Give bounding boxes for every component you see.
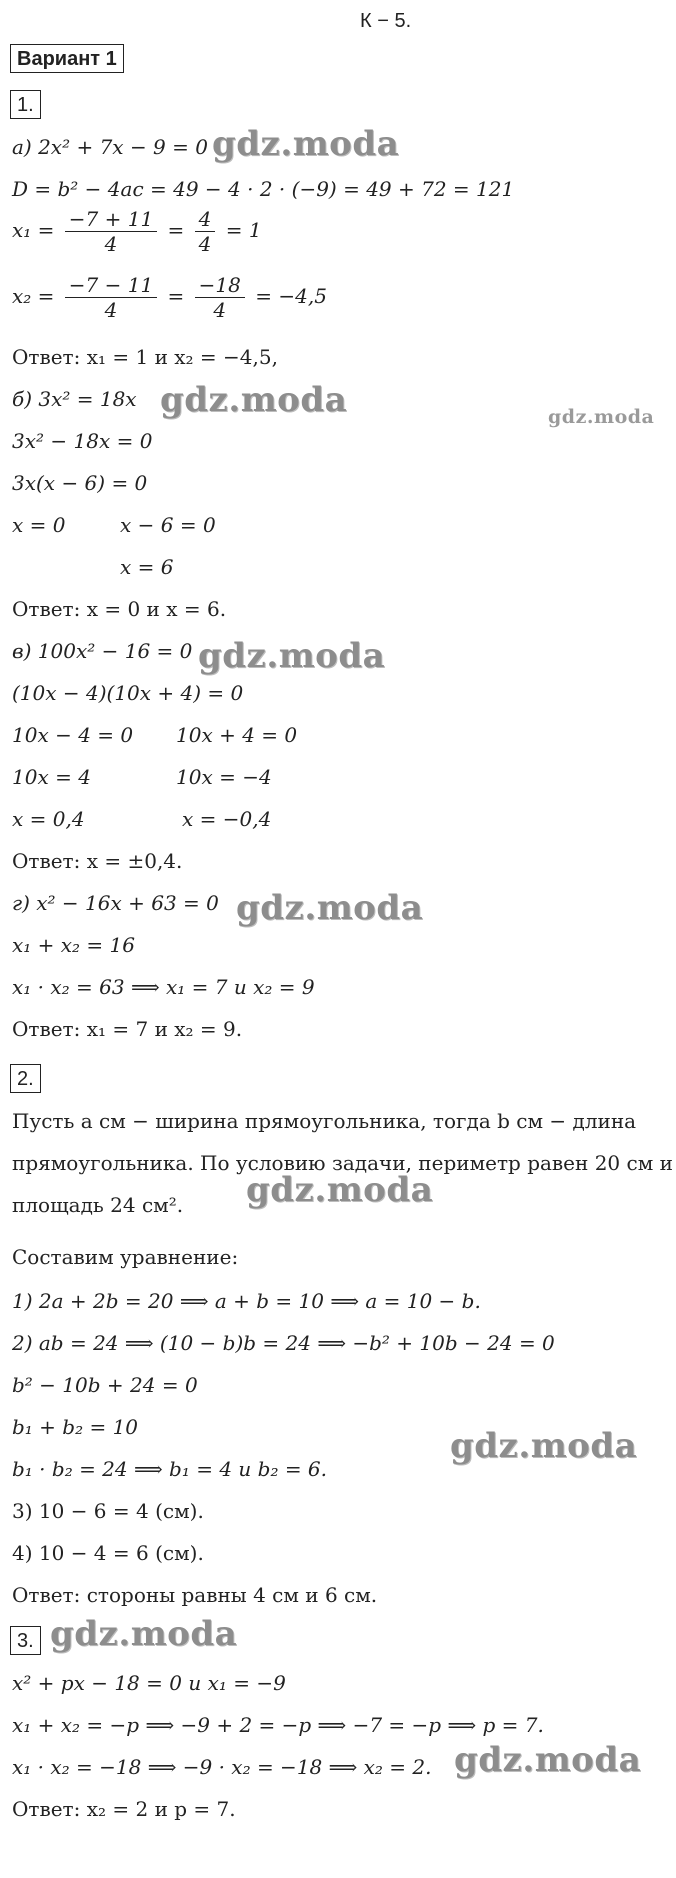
watermark: gdz.moda <box>212 124 400 164</box>
task2-line1: 1) 2a + 2b = 20 ⟹ a + b = 10 ⟹ a = 10 − b. <box>12 1289 481 1313</box>
x2-fraction-2: $\frac{-18}{4}$ <box>195 273 245 322</box>
page-header: К − 5. <box>360 10 412 32</box>
task1-b-line1: 3x² − 18x = 0 <box>12 429 153 453</box>
task1-b-answer: Ответ: x = 0 и x = 6. <box>12 597 227 621</box>
task2-text-3: площадь 24 см². <box>12 1193 184 1217</box>
x2-lhs: x₂ = <box>12 284 55 308</box>
x2-fraction: $\frac{-7 - 11}{4}$ <box>65 273 157 322</box>
task1-b-line3a: x = 0 <box>12 513 66 537</box>
task1-c-line4b: x = −0,4 <box>182 807 272 831</box>
task1-b-equation: б) 3x² = 18x <box>12 387 137 411</box>
watermark: gdz.moda <box>454 1740 642 1780</box>
task2-answer: Ответ: стороны равны 4 см и 6 см. <box>12 1583 378 1607</box>
task1-b-line4: x = 6 <box>120 555 174 579</box>
watermark: gdz.moda <box>236 888 424 928</box>
task2-text-4: Составим уравнение: <box>12 1245 239 1269</box>
task1-d-line1: x₁ + x₂ = 16 <box>12 933 135 957</box>
task1-b-line2: 3x(x − 6) = 0 <box>12 471 148 495</box>
task3-line3: x₁ · x₂ = −18 ⟹ −9 · x₂ = −18 ⟹ x₂ = 2. <box>12 1755 432 1779</box>
watermark: gdz.moda <box>198 636 386 676</box>
task1-a-x2-line: x₂ = $\frac{-7 - 11}{4}$ = $\frac{-18}{4}$ = −4,5 <box>12 273 327 322</box>
task1-c-line2b: 10x + 4 = 0 <box>176 723 298 747</box>
task1-d-line2: x₁ · x₂ = 63 ⟹ x₁ = 7 и x₂ = 9 <box>12 975 315 999</box>
task1-a-answer: Ответ: x₁ = 1 и x₂ = −4,5, <box>12 345 278 369</box>
task1-c-equation: в) 100x² − 16 = 0 <box>12 639 193 663</box>
task1-b-line3b: x − 6 = 0 <box>120 513 216 537</box>
task1-d-answer: Ответ: x₁ = 7 и x₂ = 9. <box>12 1017 243 1041</box>
task2-text-2: прямоугольника. По условию задачи, периметр равен 20 см и <box>12 1151 673 1175</box>
x1-lhs: x₁ = <box>12 218 55 242</box>
task1-c-line3b: 10x = −4 <box>176 765 272 789</box>
task2-line2: 2) ab = 24 ⟹ (10 − b)b = 24 ⟹ −b² + 10b − 24 = 0 <box>12 1331 555 1355</box>
task1-a-x1-line: x₁ = $\frac{-7 + 11}{4}$ = $\frac{4}{4}$ = 1 <box>12 207 262 256</box>
task1-c-line1: (10x − 4)(10x + 4) = 0 <box>12 681 244 705</box>
task-2-number: 2. <box>10 1064 41 1093</box>
x1-fraction-2: $\frac{4}{4}$ <box>195 207 216 256</box>
task1-a-discriminant: D = b² − 4ac = 49 − 4 · 2 · (−9) = 49 + 72 = 121 <box>12 177 515 201</box>
watermark: gdz.moda <box>160 380 348 420</box>
task1-d-equation: г) x² − 16x + 63 = 0 <box>12 891 219 915</box>
watermark: gdz.moda <box>50 1614 238 1654</box>
task1-c-line2a: 10x − 4 = 0 <box>12 723 134 747</box>
task3-line2: x₁ + x₂ = −p ⟹ −9 + 2 = −p ⟹ −7 = −p ⟹ p = 7. <box>12 1713 544 1737</box>
task1-a-equation: а) 2x² + 7x − 9 = 0 <box>12 135 208 159</box>
variant-label: Вариант 1 <box>10 44 124 73</box>
task2-line4: b₁ + b₂ = 10 <box>12 1415 139 1439</box>
task1-c-line4a: x = 0,4 <box>12 807 85 831</box>
task2-line6: 3) 10 − 6 = 4 (см). <box>12 1499 204 1523</box>
task3-line1: x² + px − 18 = 0 и x₁ = −9 <box>12 1671 286 1695</box>
task-3-number: 3. <box>10 1626 41 1655</box>
task2-line7: 4) 10 − 4 = 6 (см). <box>12 1541 204 1565</box>
x1-fraction: $\frac{-7 + 11}{4}$ <box>65 207 157 256</box>
task2-line3: b² − 10b + 24 = 0 <box>12 1373 198 1397</box>
watermark: gdz.moda <box>246 1170 434 1210</box>
task-1-number: 1. <box>10 90 41 119</box>
watermark: gdz.moda <box>548 406 655 428</box>
task1-c-answer: Ответ: x = ±0,4. <box>12 849 183 873</box>
task2-line5: b₁ · b₂ = 24 ⟹ b₁ = 4 и b₂ = 6. <box>12 1457 328 1481</box>
task3-answer: Ответ: x₂ = 2 и p = 7. <box>12 1797 236 1821</box>
watermark: gdz.moda <box>450 1426 638 1466</box>
task2-text-1: Пусть a см − ширина прямоугольника, тогда b см − длина <box>12 1109 637 1133</box>
task1-c-line3a: 10x = 4 <box>12 765 91 789</box>
